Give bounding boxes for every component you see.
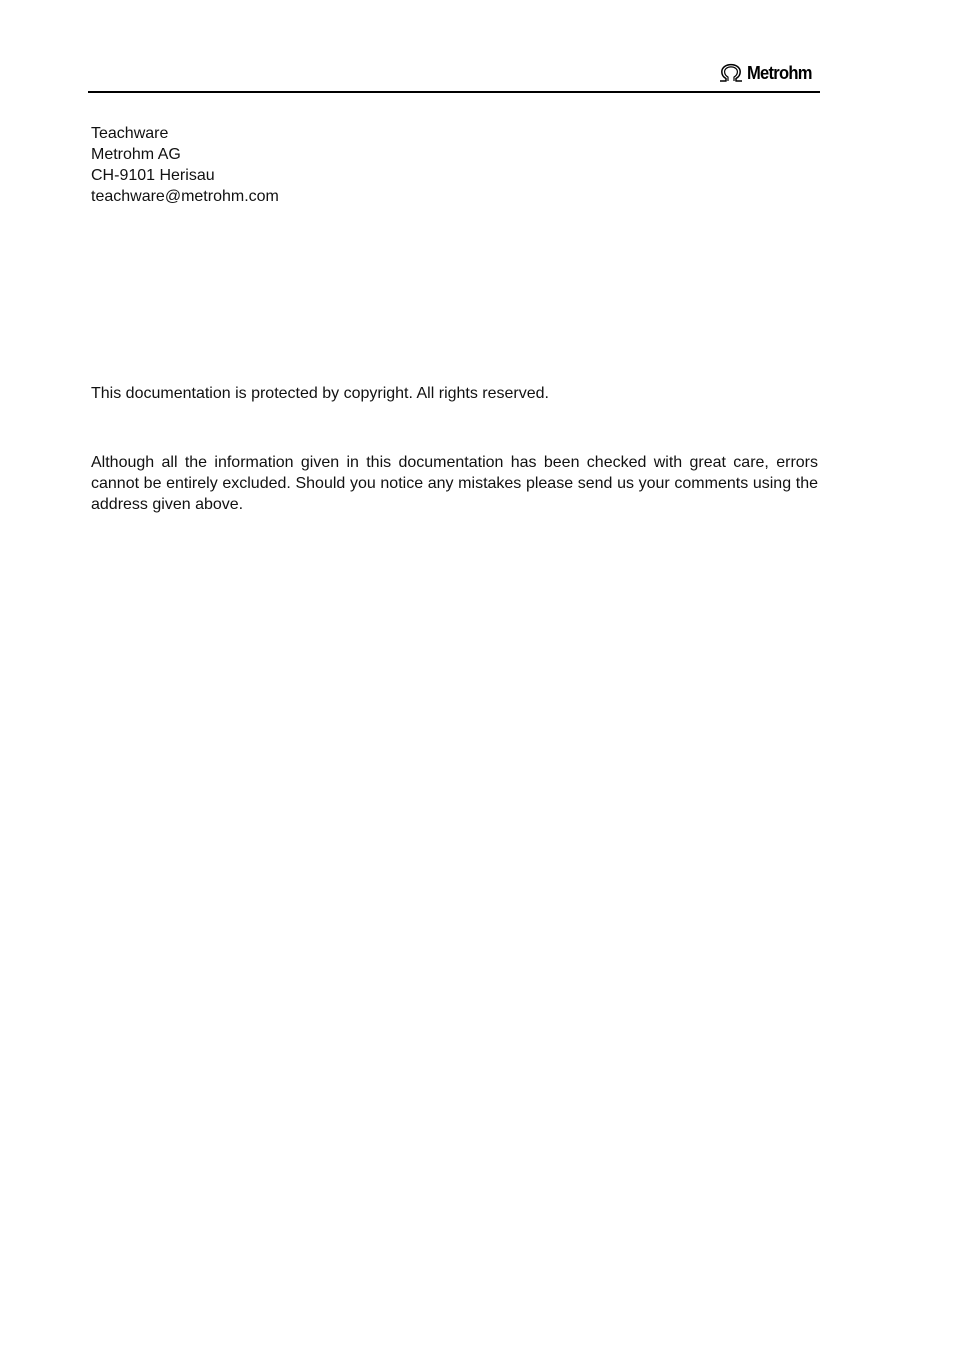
brand-logo (718, 63, 817, 83)
disclaimer-paragraph: Although all the information given in this documentation has been checked with great care, errors cannot be entirely excluded. Should you notice any mistakes please send us your comments using the address given above. (91, 454, 818, 513)
address-line-city: CH-9101 Herisau (91, 167, 215, 184)
header-divider (88, 91, 820, 93)
address-block (91, 123, 279, 207)
address-line-company: Metrohm AG (91, 146, 181, 163)
omega-icon (718, 63, 744, 83)
address-email: teachware@metrohm.com (91, 188, 279, 205)
page-header (88, 60, 820, 93)
brand-name: Metrohm (746, 63, 812, 83)
copyright-notice: This documentation is protected by copyright. All rights reserved. (91, 385, 549, 402)
address-line-department: Teachware (91, 125, 169, 142)
